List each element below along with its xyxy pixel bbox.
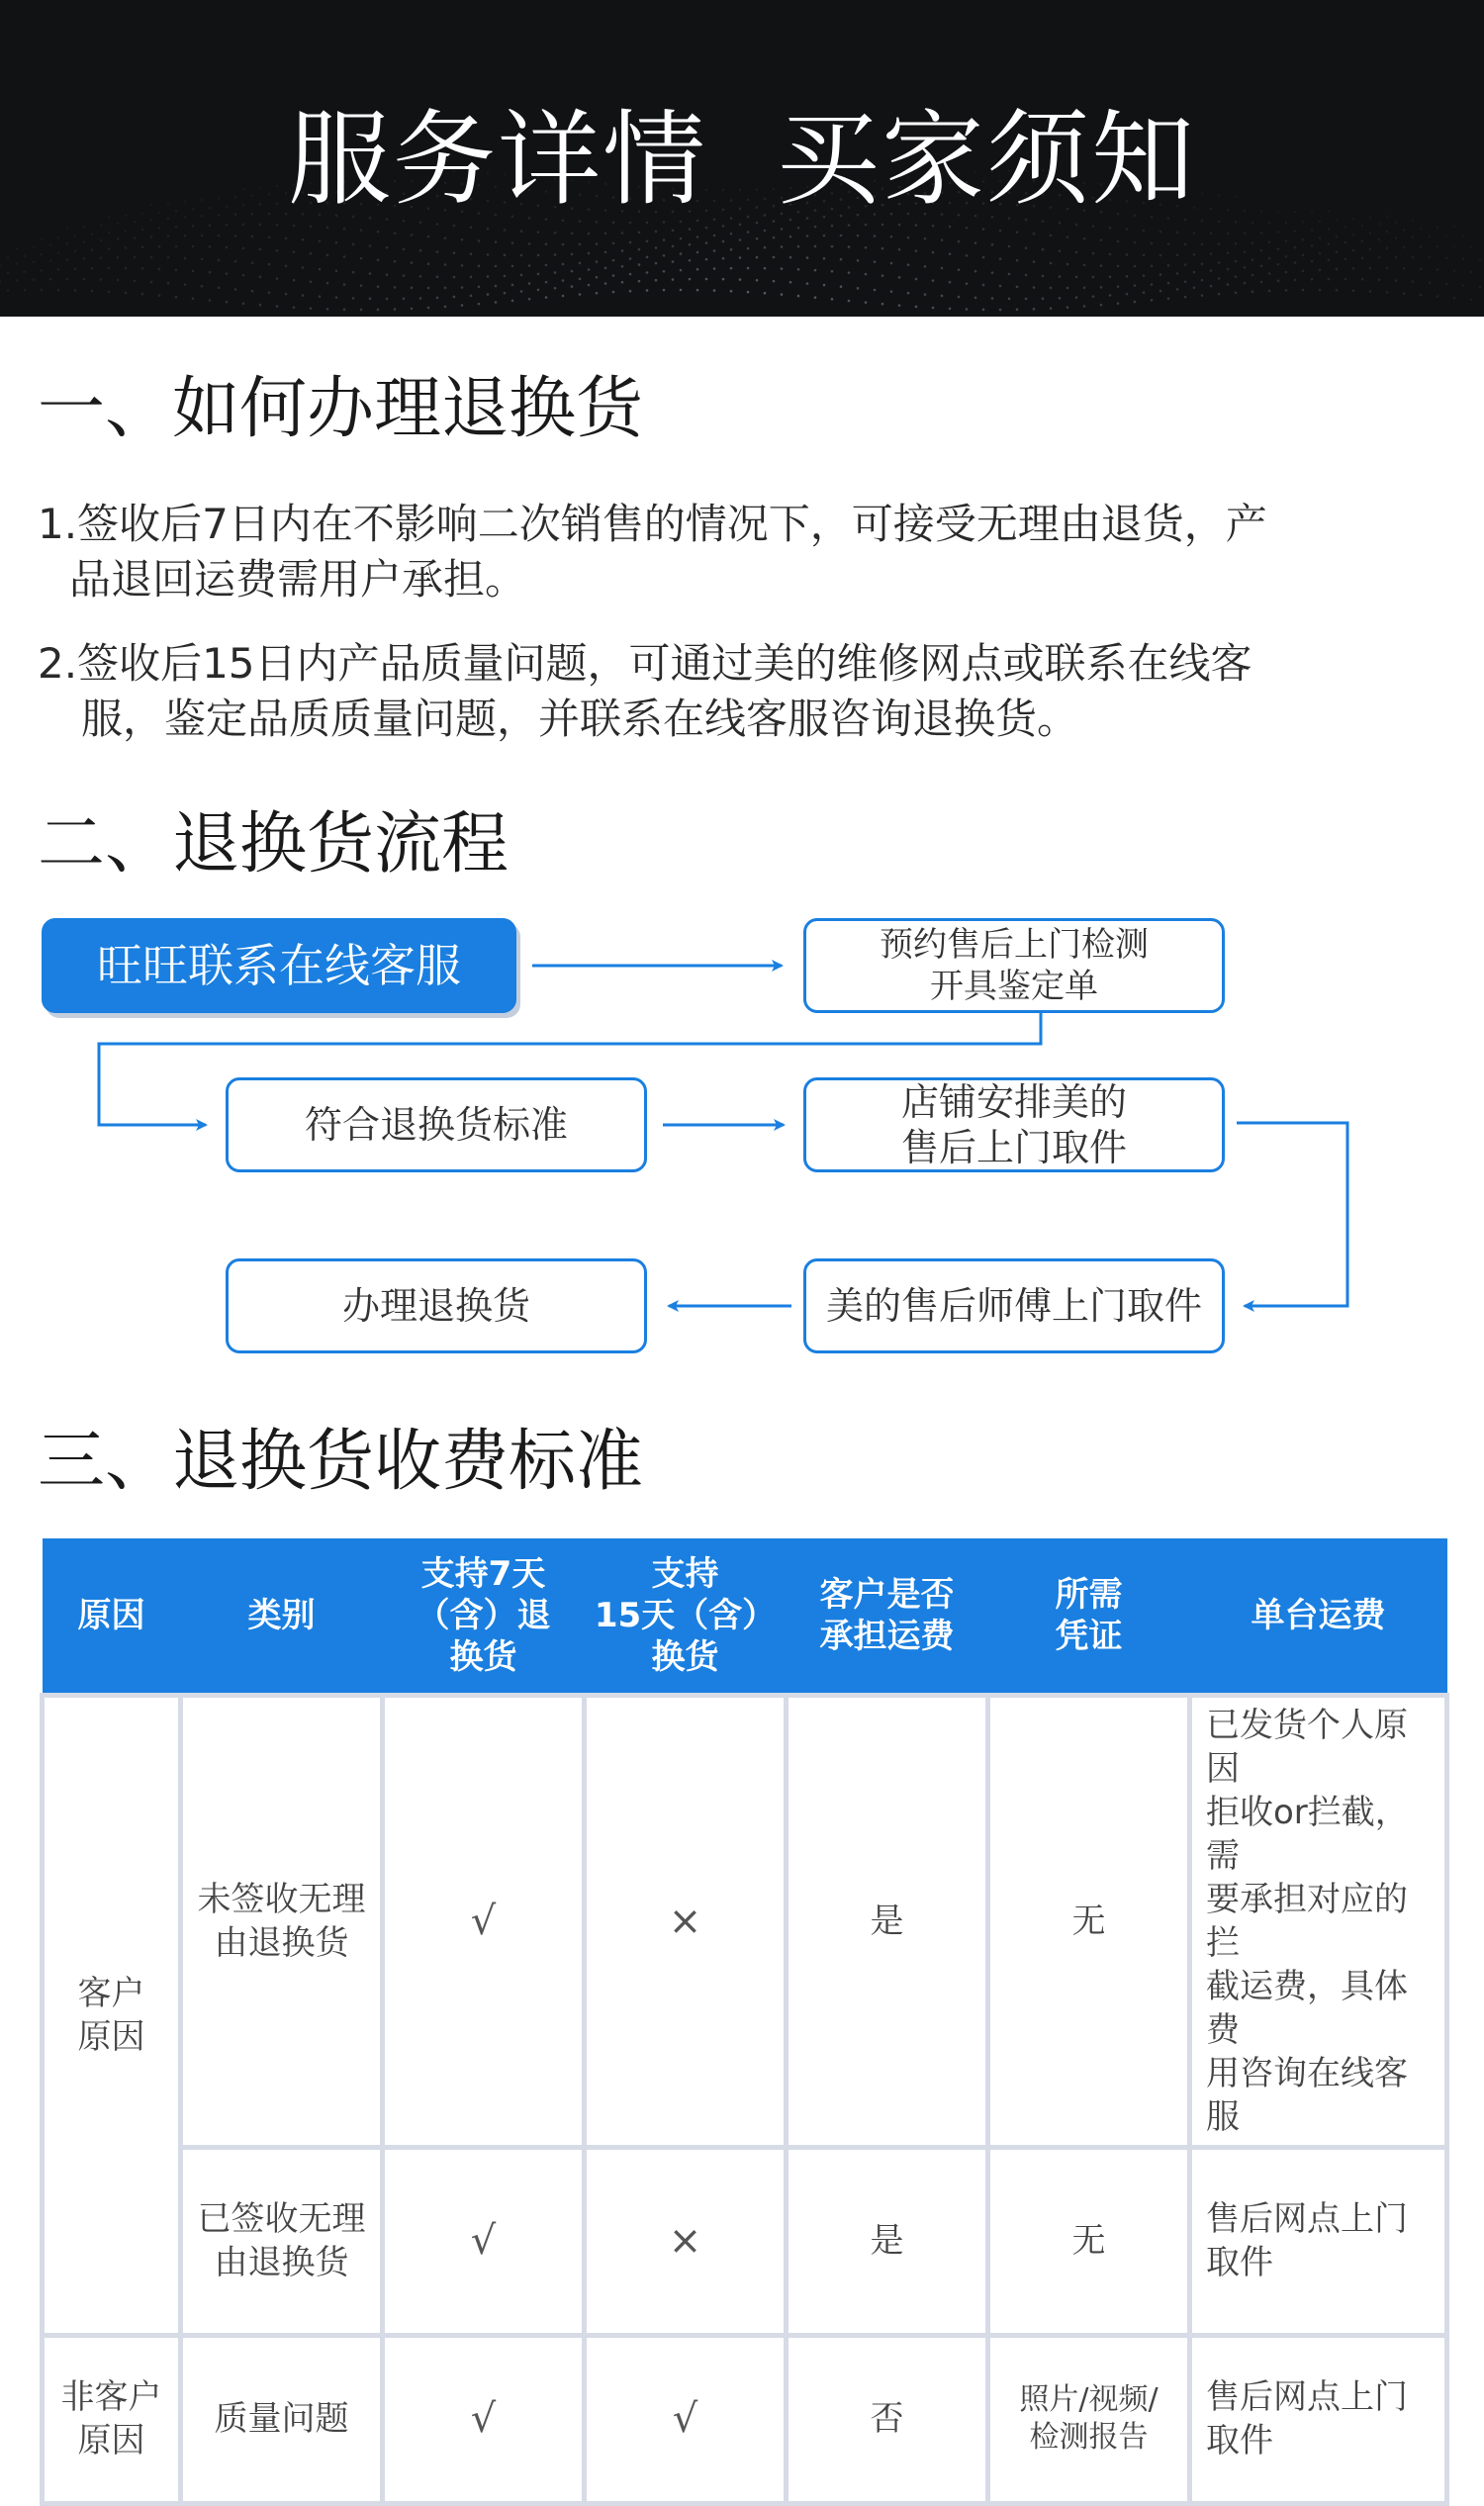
cross-icon: × <box>585 1695 787 2147</box>
header-unit-fee: 单台运费 <box>1190 1538 1447 1695</box>
category-cell: 质量问题 <box>181 2335 383 2503</box>
category-cell: 已签收无理 由退换货 <box>181 2147 383 2335</box>
fee-cell: 售后网点上门 取件 <box>1190 2147 1447 2335</box>
customer-pays-cell: 是 <box>787 1695 988 2147</box>
proof-cell: 无 <box>988 1695 1190 2147</box>
table-row <box>43 2147 1447 2335</box>
fee-cell: 售后网点上门 取件 <box>1190 2335 1447 2503</box>
reason-noncustomer: 非客户 原因 <box>43 2335 181 2503</box>
proof-cell: 照片/视频/ 检测报告 <box>988 2335 1190 2503</box>
return-rule-2 <box>38 636 1452 747</box>
section-heading-fee-standard: 三、退换货收费标准 <box>38 1423 644 1501</box>
check-icon: √ <box>383 2147 585 2335</box>
check-icon: √ <box>383 1695 585 2147</box>
flow-step-arrange-pickup-line1: 店铺安排美的 <box>900 1080 1127 1124</box>
flow-step-book-inspection-line2: 开具鉴定单 <box>930 967 1098 1006</box>
header-proof: 所需 凭证 <box>988 1538 1190 1695</box>
fee-cell: 已发货个人原因 拒收or拦截，需 要承担对应的拦 截运费，具体费 用咨询在线客服 <box>1190 1695 1447 2147</box>
flow-step-book-inspection-line1: 预约售后上门检测 <box>880 925 1149 965</box>
flow-step-contact-service: 旺旺联系在线客服 <box>42 918 516 1013</box>
table-row <box>43 2335 1447 2503</box>
return-rule-1-line1: 1.签收后7日内在不影响二次销售的情况下，可接受无理由退货，产 <box>38 500 1267 548</box>
header-7day: 支持7天 （含）退 换货 <box>383 1538 585 1695</box>
return-rule-2-line1: 2.签收后15日内产品质量问题，可通过美的维修网点或联系在线客 <box>38 639 1252 688</box>
customer-pays-cell: 是 <box>787 2147 988 2335</box>
banner <box>0 0 1484 317</box>
banner-title: 服务详情 买家须知 <box>287 99 1197 220</box>
header-category: 类别 <box>181 1538 383 1695</box>
flow-step-arrange-pickup-line2: 售后上门取件 <box>900 1126 1127 1169</box>
customer-pays-cell: 否 <box>787 2335 988 2503</box>
return-rule-1 <box>38 497 1452 607</box>
flow-step-technician-pickup: 美的售后师傅上门取件 <box>803 1258 1225 1353</box>
flow-step-process-return: 办理退换货 <box>226 1258 647 1353</box>
proof-cell: 无 <box>988 2147 1190 2335</box>
section-heading-return-flow: 二、退换货流程 <box>38 805 510 883</box>
cross-icon: × <box>585 2147 787 2335</box>
return-flowchart <box>0 910 1484 1365</box>
check-icon: √ <box>383 2335 585 2503</box>
category-cell: 未签收无理 由退换货 <box>181 1695 383 2147</box>
flow-step-arrange-pickup <box>803 1077 1225 1172</box>
flow-arrow-4 <box>1237 1123 1347 1306</box>
flow-step-meets-standard: 符合退换货标准 <box>226 1077 647 1172</box>
reason-customer: 客户 原因 <box>43 1695 181 2335</box>
section-heading-return-how: 一、如何办理退换货 <box>38 370 644 448</box>
fee-table-wrapper <box>40 1538 1444 2460</box>
fee-table <box>40 1538 1449 2506</box>
return-rule-1-line2: 品退回运费需用户承担。 <box>69 555 527 603</box>
flow-step-book-inspection <box>803 918 1225 1013</box>
table-row <box>43 1695 1447 2147</box>
fee-table-header-row <box>43 1538 1447 1695</box>
return-rule-2-line2: 服，鉴定品质质量问题，并联系在线客服咨询退换货。 <box>81 695 1079 743</box>
header-reason: 原因 <box>43 1538 181 1695</box>
check-icon: √ <box>585 2335 787 2503</box>
header-customer-pays: 客户是否 承担运费 <box>787 1538 988 1695</box>
header-15day: 支持 15天（含） 换货 <box>585 1538 787 1695</box>
